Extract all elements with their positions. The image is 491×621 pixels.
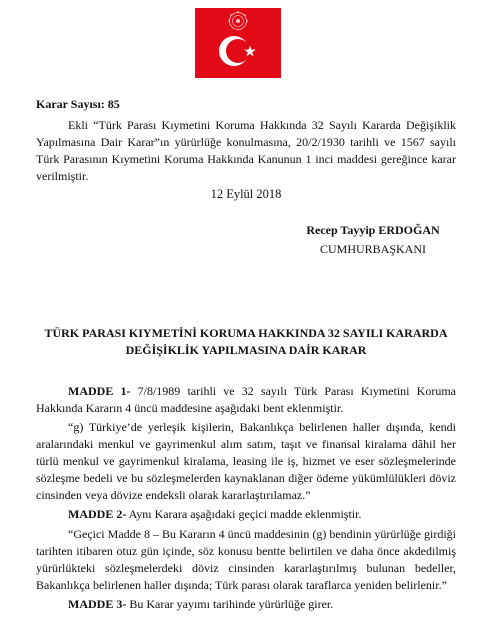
article-2-text: Aynı Karara aşağıdaki geçici madde eklenmiştir. [126, 507, 362, 521]
signer-name: Recep Tayyip ERDOĞAN [306, 223, 440, 237]
document-title-line-2: DEĞİŞİKLİK YAPILMASINA DAİR KARAR [125, 343, 367, 357]
decree-date: 12 Eylül 2018 [210, 187, 282, 201]
article-3-label: MADDE 3- [68, 597, 127, 611]
article-1 [36, 383, 456, 417]
article-3-text: Bu Karar yayımı tarihinde yürürlüğe girer. [126, 597, 334, 611]
article-3 [36, 596, 456, 613]
document-title-line-1: TÜRK PARASI KIYMETİNİ KORUMA HAKKINDA 32 SAYILI KARARDA [44, 326, 448, 340]
decree-intro-paragraph: Ekli “Türk Parası Kıymetini Koruma Hakkında 32 Sayılı Kararda Değişiklik Yapılmasına Dair Karar”ın yürürlüğe konulmasına, 20/2/1930 tarihli ve 1567 sayılı Türk Parasının Kıymetini Koruma Hakkında Kanunun 1 inci maddesi gereğince karar verilmiştir. [36, 118, 456, 183]
article-1-label: MADDE 1- [68, 384, 131, 398]
document-title [20, 325, 472, 359]
article-1-quote: “g) Türkiye’de yerleşik kişilerin, Bakanlıkça belirlenen haller dışında, kendi aralarındaki menkul ve gayrimenkul alım satım, taşıt ve finansal kiralama dâhil her türlü menkul ve gayrimenkul kiralama, leasing ile iş, hizmet ve eser sözleşmelerinde sözleşme bedeli ve bu sözleşmelerden kaynaklanan diğer ödeme yükümlülükleri döviz cinsinden veya dövize endeksli olarak kararlaştırılamaz.” [36, 420, 456, 502]
article-2 [36, 506, 456, 523]
article-2-label: MADDE 2- [68, 507, 127, 521]
article-2-quote: “Geçici Madde 8 – Bu Kararın 4 üncü maddesinin (g) bendinin yürürlüğe girdiği tarihten itibaren otuz gün içinde, söz konusu bentte belirtilen ve daha önce akdedilmiş yürürlükteki sözleşmelerdeki döviz cinsinden kararlaştırılmış bulunan bedeller, Bakanlıkça belirlenen haller dışında; Türk parası olarak taraflarca yeniden belirlenir.” [36, 527, 456, 592]
decree-number: Karar Sayısı: 85 [36, 97, 120, 111]
signer-title: CUMHURBAŞKANI [319, 242, 426, 256]
turkish-flag-emblem [195, 8, 281, 78]
article-1-text: 7/8/1989 tarihli ve 32 sayılı Türk Parası Kıymetini Koruma Hakkında Kararın 4 üncü maddesine aşağıdaki bent eklenmiştir. [36, 384, 456, 415]
